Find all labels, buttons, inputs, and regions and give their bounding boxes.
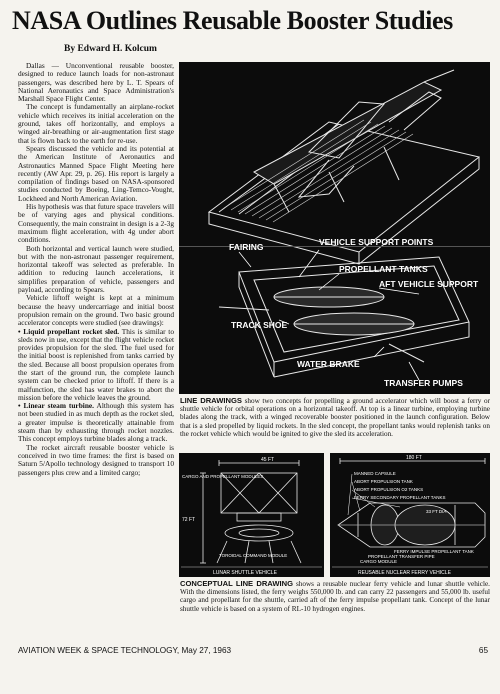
label-aft-vehicle-support: AFT VEHICLE SUPPORT — [379, 279, 479, 289]
label-cargo-module: CARGO MODULE — [360, 559, 398, 564]
nuclear-ferry-drawing — [330, 453, 490, 577]
label-lunar-shuttle-vehicle: LUNAR SHUTTLE VEHICLE — [213, 570, 277, 576]
label-abort-propulsion-o2-tanks: ABORT PROPULSION O2 TANKS — [354, 487, 424, 492]
label-propellant-transfer-pipe: PROPELLANT TRANSFER PIPE — [368, 554, 435, 559]
label-fairing: FAIRING — [229, 242, 264, 252]
page-number: 65 — [478, 646, 488, 655]
article-paragraph: His hypothesis was that future space travelers will be of varying ages and physical conditions. Consequently, the main constraint in design is a 2-3g maximum flight acceleration, with 4g under abort conditions. — [18, 202, 174, 245]
bullet-text: This is similar to sleds now in use, except that the flight vehicle rocket provides propulsion for the sled. The fuel used for the initial boost is replenished from tanks carried by the sled. Because all boost propulsion operates from the start of the ground run, the complete launch system can be checked prior to liftoff. If there is a malfunction, the sled has water brakes to abort the mission before the vehicle leaves the ground. — [18, 326, 174, 402]
article-body-column — [18, 62, 174, 640]
article-paragraph: The concept is fundamentally an airplane-rocket vehicle which receives its initial acceleration on the ground, takes off horizontally, and employs a winged air-breathing or air-augmentation first stage that is flown back to the earth for re-use. — [18, 102, 174, 145]
article-bullet — [18, 402, 174, 443]
bullet-term: • Liquid propellant rocket sled. — [18, 326, 120, 336]
label-ferry-secondary-propellant-tanks: FERRY SECONDARY PROPELLANT TANKS — [354, 495, 446, 500]
bullet-text: Although this system has not been studied in as much depth as the rocket sled, a greater impulse is theoretically attainable from steam than by exhausting through rocket nozzles. This concept employs turbine blades along a track. — [18, 401, 174, 444]
label-transfer-pumps: TRANSFER PUMPS — [384, 378, 463, 388]
figure3-caption — [180, 580, 490, 613]
caption-title: LINE DRAWINGS — [180, 396, 242, 405]
label-vehicle-support-points: VEHICLE SUPPORT POINTS — [319, 237, 434, 247]
label-33-ft-dia: 33 FT DIA — [426, 509, 447, 514]
caption-text: show two concepts for propelling a ground accelerator which will boost a ferry or shuttle vehicle for orbital operations on a horizontal takeoff. At top is a linear turbine, employing turbine blades along the track, with a winged recoverable booster positioned in the launch configuration. Below that is a sled propelled by liquid rockets. In the sled concept, the propellant tanks would replenish tanks on the rocket vehicle which would be ignited to give the sled its acceleration. — [180, 397, 490, 438]
article-byline: By Edward H. Kolcum — [64, 44, 157, 54]
page-footer — [18, 646, 488, 658]
label-72-ft: 72 FT — [182, 517, 196, 523]
article-bullet — [18, 328, 174, 403]
caption-text: shows a reusable nuclear ferry vehicle and lunar shuttle vehicle. With the dimensions listed, the ferry weighs 550,000 lb. and can carry 22 passengers and 55,000 lb. useful cargo and propellant for the shuttle, carried aft of the ferry impulse propellant tank. Concept of the lunar shuttle vehicle is based on a system of RL-10 hydrogen engines. — [180, 580, 490, 613]
label-manned-capsule: MANNED CAPSULE — [354, 471, 396, 476]
label-cargo-modules: CARGO AND PROPELLANT MODULES — [182, 474, 264, 479]
label-propellant-tanks: PROPELLANT TANKS — [339, 264, 428, 274]
figure1-caption — [180, 397, 490, 438]
bullet-term: • Linear steam turbine. — [18, 401, 94, 411]
label-180-ft: 180 FT — [406, 455, 422, 461]
article-paragraph: Vehicle liftoff weight is kept at a minimum because the heavy undercarriage and initial boost propulsion remain on the ground. Two basic ground accelerator concepts were studied (see drawings): — [18, 293, 174, 328]
publication-line: AVIATION WEEK & SPACE TECHNOLOGY, May 27, 1963 — [18, 646, 232, 655]
label-abort-propulsion-tank: ABORT PROPULSION TANK — [354, 479, 413, 484]
label-ferry-impulse-propellant-tank: FERRY IMPULSE PROPELLANT TANK — [394, 549, 474, 554]
launch-sled-line-drawing — [179, 62, 490, 394]
article-paragraph: Both horizontal and vertical launch were studied, but with the non-astronaut passenger requirement, horizontal takeoff was selected as preferable. In addition to reducing launch accelerations, it simplifies preparation of vehicle, passengers and payload, according to Spears. — [18, 243, 174, 295]
article-paragraph: Spears discussed the vehicle and its potential at the American Institute of Aeronautics and Astronautics Manned Space Flight Meeting here recently (AW Apr. 29, p. 26). His report is largely a compilation of findings based on NASA-sponsored studies conducted by Boeing, Ling-Temco-Vought, Lockheed and North American Aviation. — [18, 143, 174, 203]
lunar-shuttle-drawing — [179, 453, 324, 577]
label-45-ft: 45 FT — [261, 457, 275, 463]
label-water-brake: WATER BRAKE — [297, 359, 360, 369]
label-track-shoe: TRACK SHOE — [231, 320, 288, 330]
label-toroidal-command-module: TOROIDAL COMMAND MODULE — [219, 553, 288, 558]
article-paragraph: Dallas — Unconventional reusable booster, designed to reduce launch loads for non-astronaut passengers, was described here by L. T. Spears of National Aeronautics and Space Administration's Marshall Space Flight Center. — [18, 62, 174, 104]
article-paragraph: The rocket aircraft reusable booster vehicle is conceived in two time frames: the first is based on Saturn 5/Apollo technology designed to transport 10 passengers plus crew and a limited cargo; — [18, 442, 174, 477]
caption-title: CONCEPTUAL LINE DRAWING — [180, 579, 294, 588]
article-title: NASA Outlines Reusable Booster Studies — [12, 6, 453, 35]
label-reusable-nuclear-ferry-vehicle: REUSABLE NUCLEAR FERRY VEHICLE — [358, 570, 451, 576]
